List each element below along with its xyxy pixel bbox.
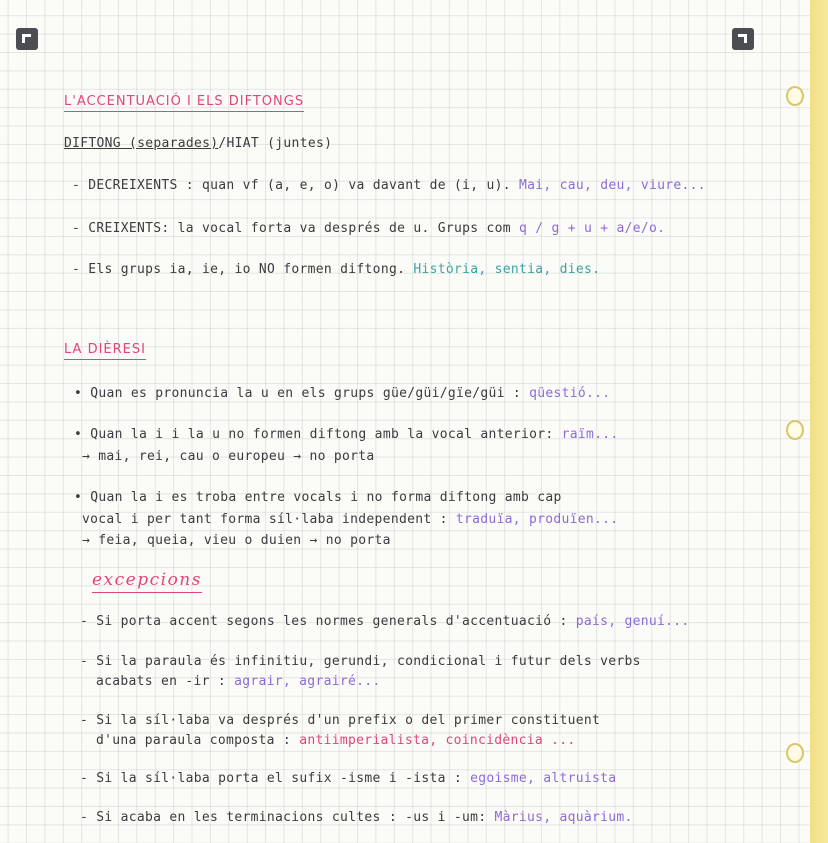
grups-text: - Els grups ia, ie, io NO formen diftong. (72, 262, 406, 277)
exception-4-text: - Si la síl·laba porta el sufix -isme i -ista : (80, 771, 462, 786)
dieresi-bullet-1 (74, 386, 610, 401)
decreixents-label: - DECREIXENTS : (72, 178, 194, 193)
creixents-text: la vocal forta va després de u. Grups com (177, 221, 511, 236)
exception-1-example: país, genuí... (575, 614, 690, 629)
dieresi-b1-text: • Quan es pronuncia la u en els grups güe/güi/gïe/güi : (74, 386, 521, 401)
decreixents-text: quan vf (a, e, o) va davant de (i, u). (202, 178, 511, 193)
dieresi-b3-line1: • Quan la i es troba entre vocals i no forma diftong amb cap (74, 490, 562, 505)
dieresi-b3-line3: → feia, queia, vieu o duien → no porta (82, 533, 391, 548)
dieresi-b2-line2: → mai, rei, cau o europeu → no porta (82, 449, 375, 464)
exception-4-example: egoisme, altruista (470, 771, 617, 786)
exception-2-text: acabats en -ir : (96, 674, 227, 689)
exception-4 (80, 771, 616, 786)
dieresi-b3-example: traduïa, produïen... (455, 512, 619, 527)
binder-ring-icon (786, 420, 804, 440)
exception-3-line2 (96, 733, 576, 748)
dieresi-heading: LA DIÈRESI (64, 342, 146, 357)
grups-examples: Història, sentia, dies. (413, 262, 601, 277)
exception-5 (80, 810, 633, 825)
creixents-line (72, 221, 665, 236)
subtitle (64, 136, 332, 151)
exception-1-text: - Si porta accent segons les normes generals d'accentuació : (80, 614, 568, 629)
dieresi-b1-example: qüestió... (529, 386, 611, 401)
exception-1 (80, 614, 690, 629)
exception-3-example: antiimperialista, coincidència ... (299, 733, 576, 748)
corner-tab-right-icon (732, 28, 754, 50)
dieresi-bullet-2 (74, 427, 619, 442)
dieresi-b3-text: vocal i per tant forma síl·laba independent : (82, 512, 448, 527)
exception-3-line1: - Si la síl·laba va després d'un prefix o del primer constituent (80, 713, 601, 728)
binder-edge (810, 0, 828, 843)
exception-2-line1: - Si la paraula és infinitiu, gerundi, condicional i futur dels verbs (80, 654, 641, 669)
page-title: L'ACCENTUACIÓ I ELS DIFTONGS (64, 94, 305, 109)
binder-ring-icon (786, 86, 804, 106)
exception-5-text: - Si acaba en les terminacions cultes : -us i -um: (80, 810, 487, 825)
subtitle-hiat: /HIAT (juntes) (218, 136, 333, 151)
decreixents-examples: Mai, cau, deu, viure... (519, 178, 706, 193)
dieresi-b2-text: • Quan la i i la u no formen diftong amb la vocal anterior: (74, 427, 554, 442)
dieresi-b3-line2 (82, 512, 618, 527)
decreixents-line (72, 178, 706, 193)
exception-3-text: d'una paraula composta : (96, 733, 292, 748)
subtitle-diftong: DIFTONG (separades) (64, 136, 219, 151)
creixents-highlight: q / g + u + a/e/o. (519, 221, 666, 236)
exception-2-line2 (96, 674, 380, 689)
exception-2-example: agrair, agrairé... (234, 674, 381, 689)
grups-line (72, 262, 600, 277)
binder-ring-icon (786, 743, 804, 763)
dieresi-b2-example: raïm... (561, 427, 619, 442)
exception-5-example: Màrius, aquàrium. (494, 810, 633, 825)
corner-tab-left-icon (16, 28, 38, 50)
excepcions-heading: excepcions (92, 570, 202, 590)
creixents-label: - CREIXENTS: (72, 221, 170, 236)
